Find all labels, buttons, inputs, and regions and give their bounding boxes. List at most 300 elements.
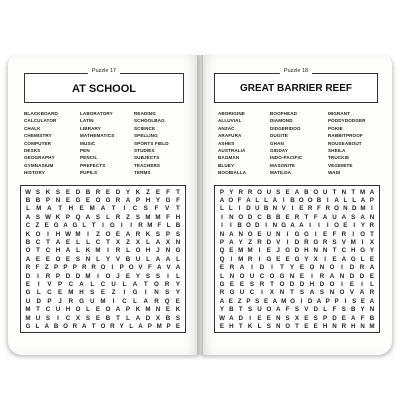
grid-letter: L bbox=[343, 197, 348, 205]
grid-letter: L bbox=[126, 247, 130, 255]
grid-letter: E bbox=[257, 230, 262, 238]
grid-letter: Y bbox=[360, 306, 365, 314]
grid-letter: A bbox=[132, 280, 138, 288]
grid-letter: L bbox=[26, 205, 30, 213]
grid-letter: I bbox=[282, 197, 285, 205]
grid-letter: X bbox=[165, 239, 171, 247]
grid-letter: K bbox=[135, 306, 141, 314]
grid-letter: M bbox=[238, 255, 244, 263]
grid-letter: S bbox=[95, 213, 101, 221]
grid-row bbox=[21, 297, 185, 305]
grid-letter: U bbox=[89, 297, 95, 305]
grid-letter: P bbox=[334, 297, 339, 305]
grid-letter: F bbox=[157, 222, 162, 230]
grid-letter: K bbox=[25, 230, 31, 238]
grid-letter: H bbox=[55, 230, 61, 238]
grid-row bbox=[215, 322, 379, 330]
grid-letter: I bbox=[341, 264, 343, 272]
grid-letter: I bbox=[353, 222, 356, 230]
word-item: BOOBIALLA bbox=[218, 170, 247, 176]
word-item: MUSIC bbox=[80, 140, 96, 146]
grid-letter: N bbox=[322, 247, 328, 255]
grid-letter: P bbox=[65, 213, 71, 221]
word-item: BLUEY bbox=[218, 162, 235, 168]
grid-letter: H bbox=[351, 247, 356, 255]
word-item: BLACKBOARD bbox=[24, 111, 58, 116]
grid-letter: S bbox=[313, 314, 318, 322]
grid-letter: R bbox=[72, 322, 78, 330]
grid-letter: E bbox=[369, 272, 375, 280]
grid-letter: L bbox=[36, 289, 41, 297]
grid-letter: V bbox=[166, 264, 171, 272]
grid-letter: T bbox=[370, 230, 374, 238]
grid-row bbox=[215, 289, 379, 297]
grid-row bbox=[21, 222, 185, 230]
grid-letter: A bbox=[272, 297, 278, 305]
grid-letter: I bbox=[261, 289, 263, 297]
grid-letter: P bbox=[119, 264, 124, 272]
grid-letter: L bbox=[370, 280, 374, 288]
grid-letter: H bbox=[309, 280, 315, 288]
grid-letter: A bbox=[44, 322, 49, 330]
word-item: SPELLING bbox=[134, 133, 158, 139]
grid-letter: F bbox=[166, 213, 170, 221]
grid-letter: O bbox=[100, 264, 106, 272]
grid-letter: E bbox=[165, 306, 171, 314]
grid-letter: I bbox=[251, 264, 253, 272]
word-item: SUBJECTS bbox=[134, 155, 160, 161]
grid-letter: I bbox=[326, 222, 329, 230]
grid-letter: E bbox=[343, 222, 348, 230]
grid-row bbox=[21, 255, 185, 263]
grid-letter: G bbox=[313, 239, 319, 247]
grid-letter: O bbox=[25, 247, 31, 255]
grid-letter: E bbox=[257, 314, 262, 322]
grid-letter: O bbox=[63, 322, 68, 330]
grid-letter: R bbox=[91, 264, 96, 272]
grid-letter: O bbox=[339, 289, 345, 297]
grid-letter: Y bbox=[155, 197, 161, 205]
word-item: ALLUVIAL bbox=[218, 118, 242, 124]
grid-letter: X bbox=[269, 289, 275, 297]
grid-letter: R bbox=[369, 289, 375, 297]
grid-letter: A bbox=[55, 239, 61, 247]
grid-letter: I bbox=[107, 247, 109, 255]
grid-letter: E bbox=[323, 230, 328, 238]
grid-letter: S bbox=[266, 322, 271, 330]
grid-letter: I bbox=[265, 222, 267, 230]
grid-letter: Y bbox=[304, 255, 309, 263]
grid-letter: D bbox=[247, 213, 253, 221]
grid-letter: Z bbox=[44, 264, 49, 272]
grid-letter: P bbox=[246, 297, 251, 305]
grid-letter: P bbox=[58, 280, 63, 288]
grid-letter: T bbox=[175, 205, 180, 213]
grid-letter: C bbox=[35, 239, 41, 247]
word-item: TEACHERS bbox=[134, 162, 161, 168]
grid-letter: E bbox=[65, 188, 71, 196]
word-item: PENCIL bbox=[80, 155, 98, 161]
grid-letter: B bbox=[105, 314, 111, 322]
grid-letter: I bbox=[271, 264, 273, 272]
grid-letter: E bbox=[229, 247, 234, 255]
grid-row bbox=[215, 205, 379, 213]
grid-letter: B bbox=[25, 239, 31, 247]
grid-letter: C bbox=[25, 222, 31, 230]
grid-letter: L bbox=[35, 322, 40, 330]
grid-row bbox=[215, 297, 379, 305]
grid-letter: T bbox=[111, 205, 116, 213]
grid-letter: N bbox=[155, 306, 161, 314]
grid-letter: E bbox=[341, 314, 346, 322]
grid-letter: A bbox=[276, 306, 281, 314]
grid-letter: I bbox=[326, 197, 329, 205]
grid-letter: E bbox=[35, 255, 41, 263]
grid-letter: L bbox=[82, 222, 87, 230]
grid-letter: A bbox=[316, 297, 322, 305]
word-item: MASONITE bbox=[270, 162, 296, 168]
grid-letter: U bbox=[135, 255, 141, 263]
grid-letter: X bbox=[369, 239, 375, 247]
word-item: DIAMOND bbox=[270, 118, 293, 124]
grid-letter: O bbox=[309, 264, 315, 272]
grid-letter: N bbox=[369, 213, 375, 221]
grid-letter: M bbox=[350, 239, 356, 247]
grid-letter: V bbox=[276, 239, 281, 247]
grid-letter: D bbox=[25, 272, 31, 280]
grid-letter: G bbox=[360, 247, 366, 255]
grid-letter: A bbox=[360, 213, 365, 221]
grid-letter: O bbox=[360, 230, 366, 238]
grid-letter: R bbox=[238, 188, 243, 196]
grid-letter: A bbox=[351, 314, 356, 322]
word-item: POKIE bbox=[328, 125, 343, 131]
grid-row bbox=[21, 213, 185, 221]
grid-letter: G bbox=[105, 197, 111, 205]
grid-letter: A bbox=[341, 213, 347, 221]
grid-letter: P bbox=[166, 322, 171, 330]
grid-letter: E bbox=[285, 255, 290, 263]
grid-letter: T bbox=[58, 205, 62, 213]
grid-letter: M bbox=[25, 314, 31, 322]
grid-letter: F bbox=[313, 213, 318, 221]
grid-letter: R bbox=[294, 213, 300, 221]
grid-row bbox=[215, 247, 379, 255]
grid-letter: A bbox=[219, 197, 225, 205]
grid-letter: R bbox=[304, 239, 309, 247]
grid-letter: O bbox=[154, 280, 159, 288]
grid-letter: M bbox=[369, 322, 375, 330]
grid-letter: P bbox=[165, 230, 171, 238]
grid-letter: U bbox=[332, 213, 337, 221]
grid-letter: N bbox=[272, 205, 278, 213]
grid-letter: U bbox=[266, 230, 272, 238]
grid-letter: E bbox=[58, 289, 63, 297]
grid-letter: N bbox=[276, 314, 281, 322]
grid-letter: I bbox=[112, 297, 115, 305]
grid-letter: F bbox=[176, 197, 180, 205]
grid-letter: R bbox=[154, 297, 159, 305]
grid-letter: B bbox=[276, 213, 281, 221]
grid-letter: M bbox=[360, 188, 366, 196]
grid-letter: F bbox=[147, 264, 152, 272]
grid-letter: S bbox=[143, 205, 148, 213]
grid-letter: T bbox=[270, 280, 274, 288]
grid-letter: S bbox=[319, 289, 325, 297]
word-item: WADI bbox=[328, 170, 341, 176]
grid-letter: H bbox=[145, 247, 151, 255]
grid-row bbox=[215, 314, 379, 322]
grid-letter: K bbox=[135, 188, 141, 196]
word-item: GIDDAY bbox=[270, 148, 289, 154]
grid-letter: M bbox=[156, 322, 162, 330]
grid-letter: C bbox=[95, 239, 101, 247]
grid-letter: P bbox=[72, 264, 77, 272]
grid-row bbox=[21, 280, 185, 288]
grid-letter: Z bbox=[248, 239, 253, 247]
grid-letter: I bbox=[229, 222, 232, 230]
grid-letter: S bbox=[85, 314, 91, 322]
word-item: READING bbox=[134, 111, 156, 116]
grid-letter: D bbox=[238, 314, 243, 322]
grid-letter: O bbox=[135, 247, 141, 255]
grid-letter: S bbox=[248, 306, 253, 314]
grid-letter: A bbox=[229, 230, 234, 238]
grid-letter: N bbox=[238, 230, 243, 238]
grid-letter: B bbox=[316, 197, 322, 205]
grid-letter: E bbox=[332, 255, 337, 263]
grid-letter: S bbox=[255, 297, 260, 305]
grid-letter: A bbox=[322, 213, 328, 221]
grid-letter: P bbox=[323, 314, 328, 322]
grid-letter: B bbox=[290, 197, 295, 205]
grid-letter: A bbox=[125, 197, 131, 205]
grid-letter: M bbox=[145, 306, 151, 314]
word-item: TERMS bbox=[134, 170, 151, 176]
grid-letter: T bbox=[46, 239, 50, 247]
grid-letter: R bbox=[68, 297, 74, 305]
grid-letter: O bbox=[238, 213, 244, 221]
grid-letter: D bbox=[289, 280, 295, 288]
grid-letter: A bbox=[359, 289, 365, 297]
grid-letter: V bbox=[47, 280, 52, 288]
grid-letter: S bbox=[45, 314, 51, 322]
grid-letter: O bbox=[95, 197, 101, 205]
grid-letter: I bbox=[341, 280, 343, 288]
grid-letter: D bbox=[65, 272, 71, 280]
grid-letter: L bbox=[176, 255, 180, 263]
grid-row bbox=[215, 238, 379, 246]
grid-letter: G bbox=[132, 289, 138, 297]
grid-letter: A bbox=[369, 297, 375, 305]
grid-row bbox=[215, 230, 379, 238]
grid-letter: T bbox=[351, 188, 356, 196]
grid-letter: M bbox=[100, 297, 106, 305]
grid-letter: E bbox=[25, 280, 31, 288]
grid-letter: O bbox=[334, 222, 339, 230]
left-word-column-2 bbox=[80, 110, 114, 177]
grid-letter: N bbox=[55, 197, 61, 205]
grid-letter: I bbox=[286, 230, 289, 238]
grid-letter: B bbox=[175, 222, 181, 230]
grid-letter: D bbox=[145, 314, 151, 322]
grid-letter: M bbox=[25, 306, 31, 314]
grid-letter: L bbox=[228, 205, 233, 213]
grid-letter: S bbox=[175, 230, 181, 238]
grid-letter: L bbox=[257, 322, 262, 330]
grid-letter: I bbox=[47, 230, 49, 238]
grid-letter: E bbox=[285, 188, 290, 196]
grid-letter: T bbox=[143, 280, 148, 288]
grid-letter: G bbox=[75, 197, 81, 205]
left-puzzle-label: Puzzle 17 bbox=[88, 68, 120, 74]
grid-letter: O bbox=[269, 272, 275, 280]
grid-letter: R bbox=[247, 188, 253, 196]
grid-letter: R bbox=[135, 230, 141, 238]
grid-letter: F bbox=[166, 188, 170, 196]
grid-row bbox=[215, 305, 379, 313]
grid-letter: E bbox=[125, 272, 131, 280]
grid-letter: U bbox=[35, 314, 41, 322]
grid-letter: A bbox=[25, 255, 31, 263]
left-title-box bbox=[24, 68, 184, 103]
grid-letter: N bbox=[332, 322, 337, 330]
right-word-column-3 bbox=[328, 110, 366, 177]
grid-letter: R bbox=[325, 205, 330, 213]
grid-letter: U bbox=[266, 188, 272, 196]
grid-letter: E bbox=[349, 280, 355, 288]
grid-letter: R bbox=[341, 230, 347, 238]
grid-letter: O bbox=[246, 222, 251, 230]
grid-letter: U bbox=[249, 272, 255, 280]
grid-letter: C bbox=[47, 289, 52, 297]
grid-letter: R bbox=[322, 239, 328, 247]
word-item: TRUCKIE bbox=[328, 155, 350, 161]
grid-letter: A bbox=[155, 239, 161, 247]
grid-letter: L bbox=[360, 255, 365, 263]
grid-letter: N bbox=[369, 306, 375, 314]
grid-letter: M bbox=[238, 247, 244, 255]
grid-letter: S bbox=[352, 297, 357, 305]
grid-letter: R bbox=[257, 239, 262, 247]
word-item: CHEMISTRY bbox=[24, 133, 52, 139]
grid-letter: R bbox=[359, 264, 365, 272]
grid-letter: Y bbox=[369, 247, 375, 255]
word-item: BAGMAN bbox=[218, 155, 240, 161]
word-item: GHAN bbox=[270, 140, 284, 146]
word-item: GYMNASIUM bbox=[24, 162, 54, 168]
grid-letter: I bbox=[123, 289, 126, 297]
grid-letter: B bbox=[25, 197, 31, 205]
grid-letter: H bbox=[65, 306, 71, 314]
grid-letter: S bbox=[55, 188, 61, 196]
grid-letter: T bbox=[238, 322, 243, 330]
word-item: PODDYDODGER bbox=[328, 118, 366, 124]
word-item: MATHEMATICS bbox=[80, 133, 115, 139]
grid-letter: A bbox=[341, 255, 347, 263]
grid-letter: M bbox=[95, 247, 101, 255]
grid-letter: D bbox=[255, 222, 260, 230]
grid-letter: S bbox=[294, 306, 300, 314]
grid-letter: D bbox=[349, 264, 355, 272]
grid-letter: F bbox=[237, 197, 242, 205]
grid-letter: D bbox=[349, 272, 355, 280]
grid-letter: R bbox=[319, 272, 325, 280]
grid-letter: L bbox=[323, 306, 328, 314]
grid-letter: U bbox=[111, 280, 116, 288]
grid-letter: E bbox=[219, 322, 225, 330]
grid-letter: A bbox=[157, 264, 162, 272]
grid-letter: G bbox=[294, 255, 300, 263]
grid-letter: D bbox=[259, 264, 265, 272]
grid-letter: C bbox=[45, 306, 51, 314]
grid-row bbox=[21, 196, 185, 204]
grid-letter: B bbox=[125, 255, 131, 263]
grid-letter: P bbox=[219, 188, 225, 196]
grid-letter: A bbox=[294, 188, 300, 196]
grid-letter: X bbox=[75, 314, 81, 322]
grid-letter: V bbox=[138, 264, 143, 272]
grid-letter: S bbox=[332, 239, 337, 247]
grid-letter: S bbox=[299, 289, 305, 297]
grid-letter: W bbox=[219, 314, 225, 322]
grid-letter: G bbox=[229, 289, 235, 297]
grid-letter: N bbox=[85, 255, 91, 263]
grid-letter: E bbox=[263, 297, 269, 305]
grid-letter: A bbox=[63, 222, 68, 230]
grid-letter: I bbox=[230, 255, 233, 263]
grid-letter: V bbox=[349, 289, 355, 297]
grid-letter: A bbox=[143, 297, 148, 305]
right-word-column-1 bbox=[218, 110, 246, 177]
grid-letter: M bbox=[89, 205, 95, 213]
grid-letter: Y bbox=[175, 280, 180, 288]
word-item: DUGITE bbox=[270, 133, 288, 139]
grid-letter: E bbox=[65, 239, 71, 247]
grid-letter: A bbox=[138, 322, 143, 330]
grid-letter: S bbox=[145, 272, 151, 280]
grid-letter: T bbox=[304, 213, 309, 221]
grid-letter: I bbox=[221, 222, 223, 230]
grid-letter: Z bbox=[146, 188, 150, 196]
word-item: PREFECTS bbox=[80, 162, 106, 168]
grid-letter: M bbox=[147, 222, 153, 230]
grid-letter: L bbox=[96, 255, 100, 263]
grid-letter: L bbox=[122, 280, 127, 288]
grid-letter: S bbox=[165, 289, 170, 297]
grid-letter: L bbox=[146, 239, 150, 247]
grid-letter: D bbox=[313, 306, 318, 314]
grid-letter: H bbox=[322, 322, 328, 330]
grid-letter: W bbox=[65, 230, 71, 238]
grid-letter: A bbox=[239, 264, 245, 272]
grid-letter: I bbox=[37, 280, 40, 288]
grid-letter: E bbox=[105, 188, 111, 196]
grid-letter: O bbox=[329, 264, 335, 272]
grid-letter: I bbox=[291, 205, 294, 213]
grid-letter: B bbox=[369, 314, 375, 322]
grid-letter: L bbox=[352, 197, 357, 205]
grid-letter: G bbox=[285, 247, 291, 255]
grid-letter: I bbox=[309, 222, 311, 230]
grid-letter: R bbox=[82, 264, 87, 272]
grid-letter: B bbox=[351, 306, 356, 314]
grid-letter: R bbox=[164, 280, 170, 288]
grid-letter: T bbox=[332, 188, 337, 196]
grid-letter: S bbox=[175, 314, 181, 322]
grid-letter: R bbox=[115, 197, 121, 205]
grid-letter: O bbox=[290, 297, 295, 305]
